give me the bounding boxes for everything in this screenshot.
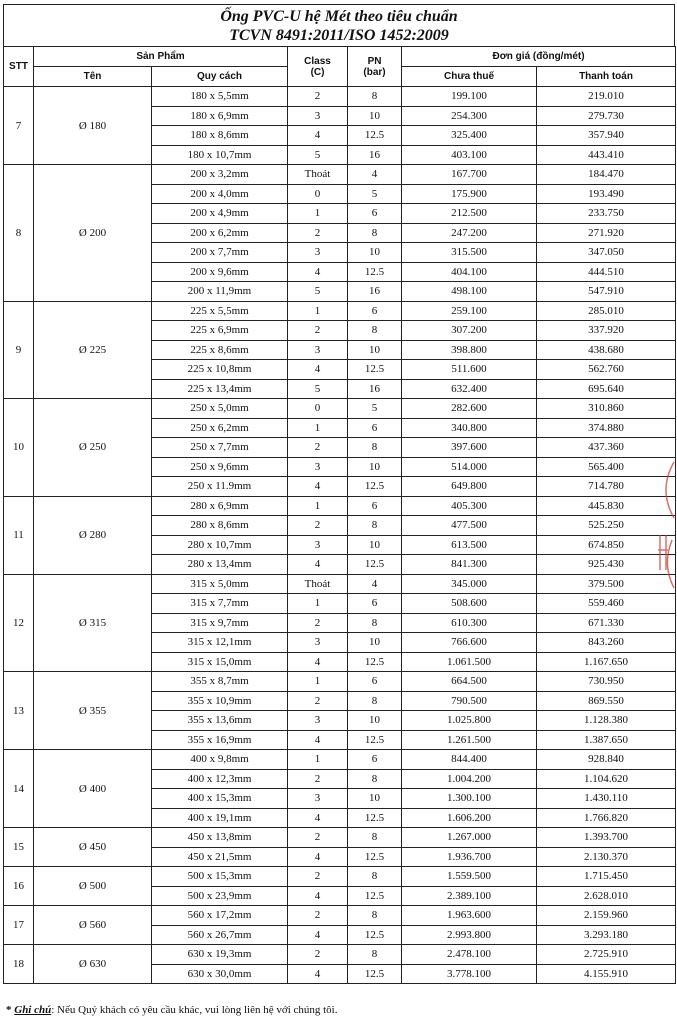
header-class [288,47,348,87]
cell-pn: 10 [348,243,402,263]
cell-chua-thue: 167.700 [402,165,537,185]
cell-quy-cach: 225 x 10,8mm [152,360,288,380]
cell-quy-cach: 280 x 8,6mm [152,516,288,536]
cell-chua-thue: 325.400 [402,126,537,146]
cell-pn: 5 [348,399,402,419]
cell-quy-cach: 180 x 6,9mm [152,106,288,126]
cell-class: 2 [288,691,348,711]
red-stamp-mark-icon [654,460,676,520]
cell-pn: 12.5 [348,925,402,945]
cell-thanh-toan: 271.920 [537,223,676,243]
cell-pn: 10 [348,340,402,360]
cell-stt: 10 [4,399,34,497]
cell-quy-cach: 315 x 15,0mm [152,652,288,672]
cell-class: 4 [288,360,348,380]
cell-pn: 10 [348,106,402,126]
cell-thanh-toan: 310.860 [537,399,676,419]
cell-class: 3 [288,789,348,809]
cell-chua-thue: 1.606.200 [402,808,537,828]
cell-quy-cach: 200 x 11,9mm [152,282,288,302]
cell-thanh-toan: 1.766.820 [537,808,676,828]
cell-quy-cach: 450 x 13,8mm [152,828,288,848]
title-box [3,4,675,46]
header-class-unit: (C) [310,66,325,78]
header-san-pham: Sản Phẩm [34,47,288,67]
footnote-label: Ghi chú [14,1004,52,1016]
header-stt: STT [4,47,34,87]
cell-thanh-toan: 184.470 [537,165,676,185]
cell-chua-thue: 1.261.500 [402,730,537,750]
cell-pn: 6 [348,418,402,438]
cell-quy-cach: 200 x 9,6mm [152,262,288,282]
cell-quy-cach: 500 x 23,9mm [152,886,288,906]
cell-class: 1 [288,750,348,770]
cell-pn: 8 [348,516,402,536]
cell-thanh-toan: 2.725.910 [537,945,676,965]
cell-quy-cach: 180 x 8,6mm [152,126,288,146]
footnote [6,1004,338,1016]
cell-quy-cach: 450 x 21,5mm [152,847,288,867]
cell-chua-thue: 212.500 [402,204,537,224]
cell-thanh-toan: 671.330 [537,613,676,633]
header-class-label: Class [304,55,331,67]
cell-class: 2 [288,828,348,848]
cell-thanh-toan: 562.760 [537,360,676,380]
cell-thanh-toan: 337.920 [537,321,676,341]
cell-thanh-toan: 1.167.650 [537,652,676,672]
cell-pn: 12.5 [348,847,402,867]
cell-stt: 18 [4,945,34,984]
cell-quy-cach: 200 x 3,2mm [152,165,288,185]
cell-thanh-toan: 233.750 [537,204,676,224]
cell-class: 2 [288,321,348,341]
cell-quy-cach: 400 x 19,1mm [152,808,288,828]
cell-quy-cach: 250 x 6,2mm [152,418,288,438]
cell-pn: 10 [348,633,402,653]
cell-thanh-toan: 525.250 [537,516,676,536]
cell-pn: 16 [348,282,402,302]
cell-class: 3 [288,535,348,555]
cell-thanh-toan: 730.950 [537,672,676,692]
cell-quy-cach: 630 x 30,0mm [152,964,288,984]
cell-pn: 8 [348,223,402,243]
cell-chua-thue: 1.025.800 [402,711,537,731]
cell-class: 1 [288,204,348,224]
cell-class: 3 [288,457,348,477]
cell-quy-cach: 200 x 7,7mm [152,243,288,263]
cell-quy-cach: 400 x 15,3mm [152,789,288,809]
cell-thanh-toan: 279.730 [537,106,676,126]
red-stamp-mark-icon [654,530,676,590]
table-row [4,750,676,770]
header-pn-unit: (bar) [363,66,386,78]
cell-pn: 12.5 [348,477,402,497]
cell-quy-cach: 560 x 17,2mm [152,906,288,926]
cell-chua-thue: 613.500 [402,535,537,555]
cell-thanh-toan: 1.715.450 [537,867,676,887]
cell-pn: 8 [348,945,402,965]
cell-quy-cach: 630 x 19,3mm [152,945,288,965]
cell-ten: Ø 630 [34,945,152,984]
cell-thanh-toan: 695.640 [537,379,676,399]
cell-thanh-toan: 437.360 [537,438,676,458]
cell-thanh-toan: 843.260 [537,633,676,653]
cell-chua-thue: 397.600 [402,438,537,458]
cell-class: 4 [288,555,348,575]
cell-thanh-toan: 928.840 [537,750,676,770]
cell-class: 2 [288,906,348,926]
cell-class: 0 [288,184,348,204]
cell-thanh-toan: 443.410 [537,145,676,165]
header-chua-thue: Chưa thuế [402,67,537,87]
page-subtitle: TCVN 8491:2011/ISO 1452:2009 [229,27,449,44]
cell-ten: Ø 355 [34,672,152,750]
header-pn-label: PN [367,55,382,67]
cell-quy-cach: 200 x 4,9mm [152,204,288,224]
cell-chua-thue: 508.600 [402,594,537,614]
cell-quy-cach: 250 x 7,7mm [152,438,288,458]
cell-class: 4 [288,886,348,906]
footnote-asterisk: * [6,1004,12,1016]
cell-chua-thue: 404.100 [402,262,537,282]
cell-chua-thue: 1.061.500 [402,652,537,672]
cell-thanh-toan: 2.159.960 [537,906,676,926]
cell-class: 2 [288,945,348,965]
cell-class: 1 [288,418,348,438]
cell-thanh-toan: 357.940 [537,126,676,146]
cell-chua-thue: 3.778.100 [402,964,537,984]
table-row [4,906,676,926]
cell-pn: 16 [348,379,402,399]
cell-quy-cach: 355 x 8,7mm [152,672,288,692]
cell-class: 2 [288,613,348,633]
cell-pn: 6 [348,750,402,770]
cell-quy-cach: 200 x 6,2mm [152,223,288,243]
cell-pn: 8 [348,867,402,887]
cell-pn: 12.5 [348,360,402,380]
cell-quy-cach: 280 x 10,7mm [152,535,288,555]
cell-chua-thue: 1.267.000 [402,828,537,848]
cell-pn: 12.5 [348,730,402,750]
cell-pn: 12.5 [348,126,402,146]
cell-pn: 8 [348,769,402,789]
cell-chua-thue: 844.400 [402,750,537,770]
cell-thanh-toan: 714.780 [537,477,676,497]
cell-chua-thue: 254.300 [402,106,537,126]
cell-class: 4 [288,847,348,867]
header-quy-cach: Quy cách [152,67,288,87]
cell-chua-thue: 477.500 [402,516,537,536]
cell-class: 2 [288,867,348,887]
table-row [4,496,676,516]
cell-pn: 6 [348,204,402,224]
cell-class: Thoát [288,165,348,185]
cell-chua-thue: 766.600 [402,633,537,653]
cell-class: 5 [288,145,348,165]
price-table [3,46,676,984]
cell-class: 2 [288,438,348,458]
cell-thanh-toan: 374.880 [537,418,676,438]
cell-class: 2 [288,769,348,789]
cell-chua-thue: 1.300.100 [402,789,537,809]
cell-chua-thue: 2.389.100 [402,886,537,906]
cell-thanh-toan: 193.490 [537,184,676,204]
cell-chua-thue: 1.004.200 [402,769,537,789]
footnote-text: : Nếu Quý khách có yêu cầu khác, vui lòng liên hệ với chúng tôi. [51,1004,338,1016]
header-don-gia: Đơn giá (đồng/mét) [402,47,676,67]
table-row [4,828,676,848]
cell-thanh-toan: 1.128.380 [537,711,676,731]
cell-pn: 5 [348,184,402,204]
cell-chua-thue: 259.100 [402,301,537,321]
cell-quy-cach: 200 x 4,0mm [152,184,288,204]
cell-quy-cach: 500 x 15,3mm [152,867,288,887]
cell-pn: 10 [348,711,402,731]
cell-pn: 12.5 [348,808,402,828]
cell-pn: 12.5 [348,555,402,575]
cell-chua-thue: 2.478.100 [402,945,537,965]
cell-chua-thue: 307.200 [402,321,537,341]
cell-class: 1 [288,672,348,692]
cell-chua-thue: 498.100 [402,282,537,302]
cell-thanh-toan: 3.293.180 [537,925,676,945]
cell-class: 4 [288,964,348,984]
cell-chua-thue: 282.600 [402,399,537,419]
cell-thanh-toan: 1.104.620 [537,769,676,789]
cell-class: 5 [288,282,348,302]
cell-stt: 7 [4,87,34,165]
cell-class: 1 [288,594,348,614]
cell-pn: 6 [348,301,402,321]
cell-pn: 8 [348,87,402,107]
cell-class: 5 [288,379,348,399]
cell-pn: 16 [348,145,402,165]
cell-ten: Ø 450 [34,828,152,867]
cell-stt: 11 [4,496,34,574]
cell-thanh-toan: 444.510 [537,262,676,282]
cell-class: 3 [288,243,348,263]
table-row [4,399,676,419]
cell-chua-thue: 1.559.500 [402,867,537,887]
cell-chua-thue: 340.800 [402,418,537,438]
cell-pn: 10 [348,457,402,477]
cell-ten: Ø 500 [34,867,152,906]
cell-thanh-toan: 547.910 [537,282,676,302]
cell-quy-cach: 225 x 8,6mm [152,340,288,360]
header-pn [348,47,402,87]
table-row [4,945,676,965]
cell-class: 4 [288,730,348,750]
table-body [4,87,676,984]
cell-quy-cach: 355 x 16,9mm [152,730,288,750]
cell-quy-cach: 225 x 13,4mm [152,379,288,399]
cell-chua-thue: 664.500 [402,672,537,692]
table-row [4,87,676,107]
cell-stt: 14 [4,750,34,828]
cell-pn: 4 [348,574,402,594]
cell-thanh-toan: 445.830 [537,496,676,516]
cell-class: 4 [288,262,348,282]
cell-stt: 13 [4,672,34,750]
cell-thanh-toan: 925.430 [537,555,676,575]
cell-thanh-toan: 219.010 [537,87,676,107]
cell-ten: Ø 225 [34,301,152,399]
cell-pn: 8 [348,906,402,926]
cell-thanh-toan: 674.850 [537,535,676,555]
cell-stt: 9 [4,301,34,399]
cell-ten: Ø 400 [34,750,152,828]
header-ten: Tên [34,67,152,87]
cell-chua-thue: 514.000 [402,457,537,477]
cell-stt: 8 [4,165,34,302]
cell-thanh-toan: 347.050 [537,243,676,263]
cell-class: 4 [288,126,348,146]
cell-class: 3 [288,633,348,653]
cell-class: 4 [288,652,348,672]
cell-quy-cach: 250 x 9,6mm [152,457,288,477]
cell-pn: 10 [348,789,402,809]
cell-class: 1 [288,496,348,516]
cell-class: 4 [288,925,348,945]
cell-class: 1 [288,301,348,321]
cell-thanh-toan: 1.387.650 [537,730,676,750]
cell-quy-cach: 250 x 11.9mm [152,477,288,497]
cell-quy-cach: 400 x 9,8mm [152,750,288,770]
cell-class: 2 [288,516,348,536]
cell-chua-thue: 405.300 [402,496,537,516]
cell-pn: 8 [348,321,402,341]
cell-class: 3 [288,106,348,126]
cell-class: 2 [288,223,348,243]
cell-pn: 4 [348,165,402,185]
cell-chua-thue: 403.100 [402,145,537,165]
cell-thanh-toan: 1.430.110 [537,789,676,809]
cell-chua-thue: 398.800 [402,340,537,360]
cell-quy-cach: 400 x 12,3mm [152,769,288,789]
cell-quy-cach: 250 x 5,0mm [152,399,288,419]
cell-chua-thue: 790.500 [402,691,537,711]
cell-thanh-toan: 285.010 [537,301,676,321]
header-thanh-toan: Thanh toán [537,67,676,87]
cell-class: Thoát [288,574,348,594]
cell-quy-cach: 315 x 7,7mm [152,594,288,614]
cell-pn: 12.5 [348,886,402,906]
cell-chua-thue: 841.300 [402,555,537,575]
cell-chua-thue: 175.900 [402,184,537,204]
page-title: Ống PVC-U hệ Mét theo tiêu chuẩn [220,8,458,25]
cell-chua-thue: 1.936.700 [402,847,537,867]
cell-class: 4 [288,808,348,828]
table-row [4,672,676,692]
table-row [4,867,676,887]
cell-quy-cach: 180 x 10,7mm [152,145,288,165]
cell-quy-cach: 280 x 6,9mm [152,496,288,516]
cell-thanh-toan: 565.400 [537,457,676,477]
price-sheet [3,4,675,984]
cell-chua-thue: 1.963.600 [402,906,537,926]
cell-stt: 12 [4,574,34,672]
cell-quy-cach: 315 x 5,0mm [152,574,288,594]
cell-chua-thue: 511.600 [402,360,537,380]
cell-thanh-toan: 1.393.700 [537,828,676,848]
cell-pn: 12.5 [348,262,402,282]
cell-pn: 8 [348,691,402,711]
cell-pn: 8 [348,438,402,458]
cell-class: 3 [288,340,348,360]
cell-quy-cach: 225 x 6,9mm [152,321,288,341]
cell-class: 0 [288,399,348,419]
table-row [4,301,676,321]
table-row [4,165,676,185]
cell-pn: 8 [348,613,402,633]
cell-thanh-toan: 2.130.370 [537,847,676,867]
cell-thanh-toan: 438.680 [537,340,676,360]
cell-chua-thue: 632.400 [402,379,537,399]
cell-pn: 6 [348,672,402,692]
cell-quy-cach: 355 x 13,6mm [152,711,288,731]
cell-pn: 6 [348,594,402,614]
cell-chua-thue: 345.000 [402,574,537,594]
cell-chua-thue: 649.800 [402,477,537,497]
cell-quy-cach: 315 x 12,1mm [152,633,288,653]
cell-quy-cach: 280 x 13,4mm [152,555,288,575]
cell-ten: Ø 315 [34,574,152,672]
cell-stt: 15 [4,828,34,867]
cell-pn: 8 [348,828,402,848]
cell-chua-thue: 247.200 [402,223,537,243]
cell-quy-cach: 225 x 5,5mm [152,301,288,321]
cell-quy-cach: 180 x 5,5mm [152,87,288,107]
cell-pn: 12.5 [348,964,402,984]
cell-pn: 6 [348,496,402,516]
cell-ten: Ø 180 [34,87,152,165]
cell-thanh-toan: 869.550 [537,691,676,711]
cell-pn: 12.5 [348,652,402,672]
cell-quy-cach: 355 x 10,9mm [152,691,288,711]
cell-pn: 10 [348,535,402,555]
cell-chua-thue: 199.100 [402,87,537,107]
cell-quy-cach: 560 x 26,7mm [152,925,288,945]
cell-ten: Ø 200 [34,165,152,302]
cell-chua-thue: 315.500 [402,243,537,263]
cell-ten: Ø 560 [34,906,152,945]
cell-quy-cach: 315 x 9,7mm [152,613,288,633]
cell-class: 3 [288,711,348,731]
cell-stt: 16 [4,867,34,906]
cell-thanh-toan: 559.460 [537,594,676,614]
cell-class: 2 [288,87,348,107]
cell-ten: Ø 250 [34,399,152,497]
cell-chua-thue: 610.300 [402,613,537,633]
table-row [4,574,676,594]
cell-thanh-toan: 2.628.010 [537,886,676,906]
cell-stt: 17 [4,906,34,945]
cell-ten: Ø 280 [34,496,152,574]
cell-thanh-toan: 4.155.910 [537,964,676,984]
cell-class: 4 [288,477,348,497]
cell-thanh-toan: 379.500 [537,574,676,594]
cell-chua-thue: 2.993.800 [402,925,537,945]
